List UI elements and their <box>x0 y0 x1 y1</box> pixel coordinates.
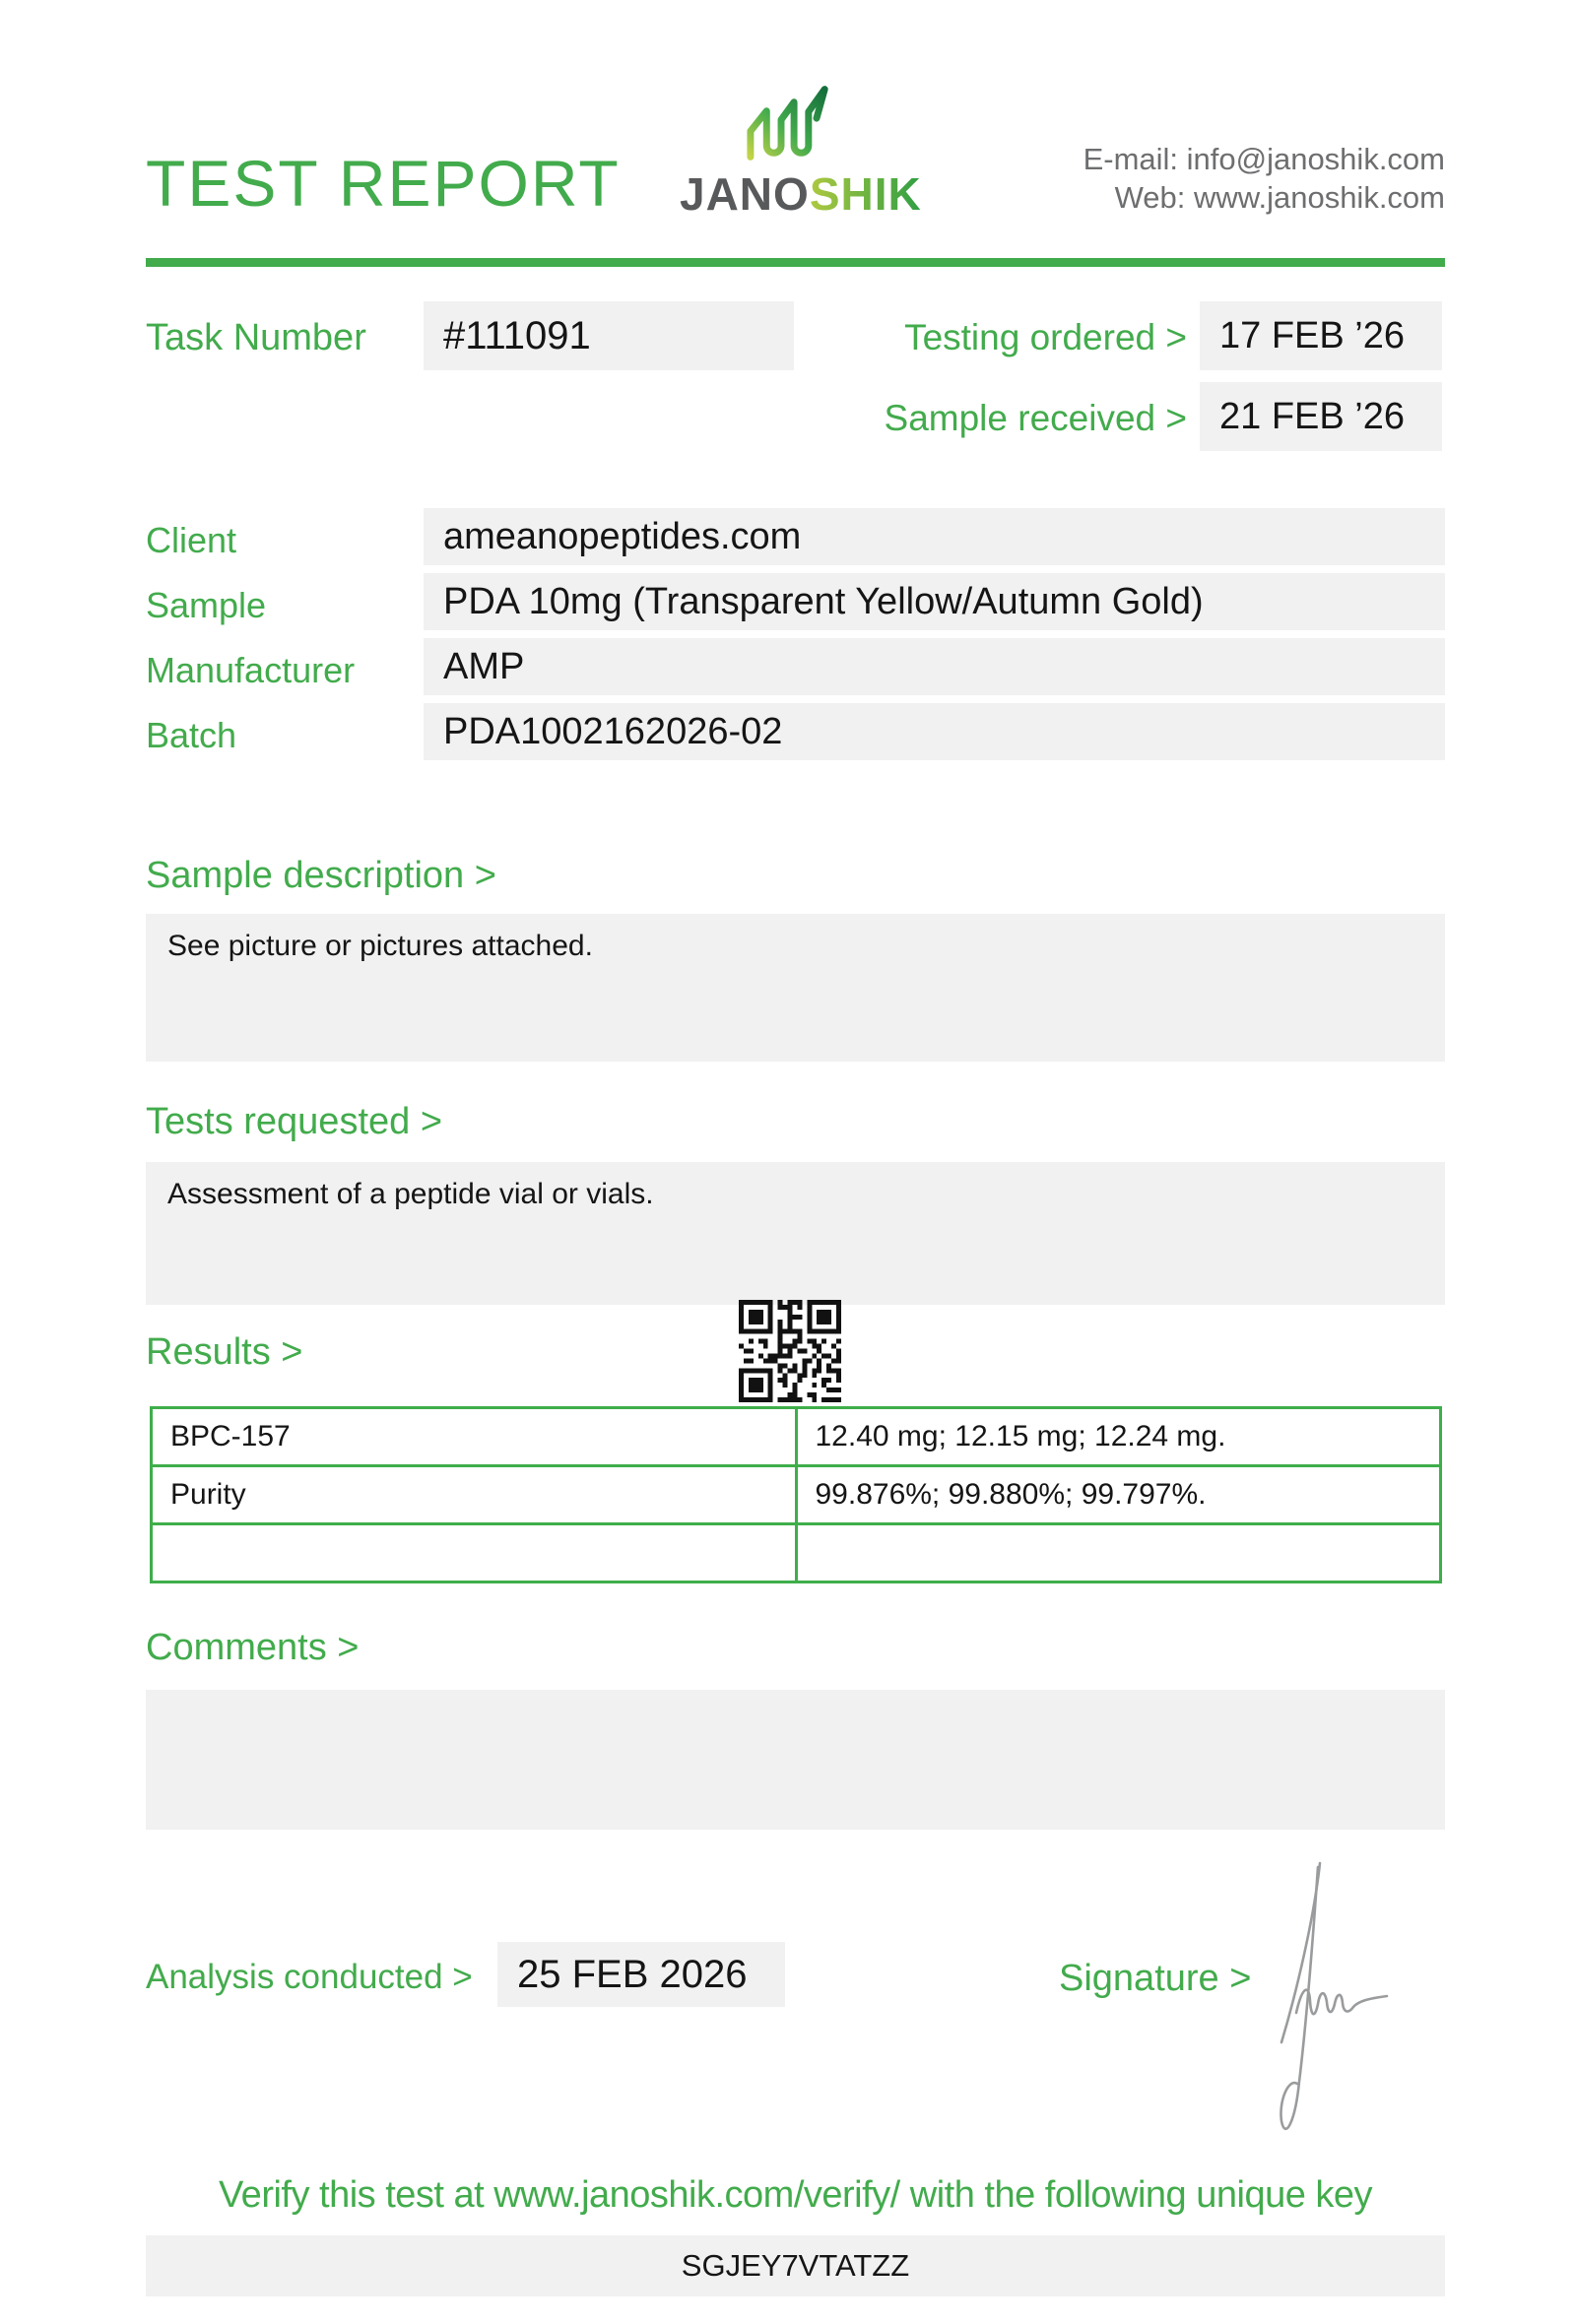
analysis-date-value: 25 FEB 2026 <box>517 1952 748 1996</box>
signature-label: Signature > <box>1059 1958 1252 1999</box>
analysis-date-field <box>497 1942 785 2007</box>
contact-web: Web: www.janoshik.com <box>1114 180 1445 215</box>
tests-requested-heading: Tests requested > <box>146 1101 443 1142</box>
result-name-cell: Purity <box>152 1466 797 1524</box>
sample-description-heading: Sample description > <box>146 855 496 896</box>
sample-description-box <box>146 914 1445 1062</box>
sample-label: Sample <box>146 585 267 625</box>
manufacturer-field <box>424 638 1445 695</box>
result-name-cell: BPC-157 <box>152 1408 797 1466</box>
batch-value: PDA1002162026-02 <box>443 710 783 752</box>
result-value-cell <box>796 1524 1441 1582</box>
sample-received-date: 21 FEB ’26 <box>1219 395 1405 437</box>
batch-field <box>424 703 1445 760</box>
logo-word-shik: SHIK <box>809 168 922 220</box>
header-divider <box>146 258 1445 267</box>
signature-image <box>1277 1857 1397 2145</box>
table-row <box>152 1524 1441 1582</box>
tests-requested-box <box>146 1162 1445 1305</box>
table-row <box>152 1408 1441 1466</box>
comments-box <box>146 1690 1445 1830</box>
testing-ordered-date: 17 FEB ’26 <box>1219 314 1405 356</box>
task-number-field <box>424 301 794 370</box>
logo-wordmark <box>680 167 922 221</box>
sample-description-text: See picture or pictures attached. <box>167 930 593 962</box>
task-number-value: #111091 <box>443 313 591 357</box>
qr-code <box>739 1300 841 1402</box>
contact-email: E-mail: info@janoshik.com <box>1083 142 1445 176</box>
batch-label: Batch <box>146 715 237 755</box>
verify-instruction: Verify this test at www.janoshik.com/verify/ with the following unique key <box>218 2174 1373 2216</box>
tests-requested-text: Assessment of a peptide vial or vials. <box>167 1178 654 1210</box>
contact-block <box>946 140 1445 217</box>
result-value-cell: 12.40 mg; 12.15 mg; 12.24 mg. <box>796 1408 1441 1466</box>
manufacturer-label: Manufacturer <box>146 650 356 690</box>
testing-ordered-label: Testing ordered > <box>904 317 1187 357</box>
chart-peaks-icon <box>746 82 834 164</box>
sample-received-field <box>1200 382 1442 451</box>
result-name-cell <box>152 1524 797 1582</box>
client-label: Client <box>146 520 237 560</box>
client-value: ameanopeptides.com <box>443 515 802 557</box>
results-table <box>150 1406 1442 1583</box>
sample-value: PDA 10mg (Transparent Yellow/Autumn Gold) <box>443 580 1204 622</box>
analysis-conducted-label: Analysis conducted > <box>146 1958 473 1996</box>
page-title: TEST REPORT <box>146 147 621 220</box>
unique-key-field <box>146 2235 1445 2296</box>
logo-word-jano: JANO <box>680 168 810 220</box>
testing-ordered-field <box>1200 301 1442 370</box>
task-number-label: Task Number <box>146 317 366 358</box>
sample-field <box>424 573 1445 630</box>
manufacturer-value: AMP <box>443 645 525 687</box>
results-heading: Results > <box>146 1331 303 1373</box>
table-row <box>152 1466 1441 1524</box>
sample-received-label: Sample received > <box>884 398 1187 438</box>
client-field <box>424 508 1445 565</box>
comments-heading: Comments > <box>146 1627 360 1668</box>
unique-key-value: SGJEY7VTATZZ <box>681 2248 910 2283</box>
result-value-cell: 99.876%; 99.880%; 99.797%. <box>796 1466 1441 1524</box>
